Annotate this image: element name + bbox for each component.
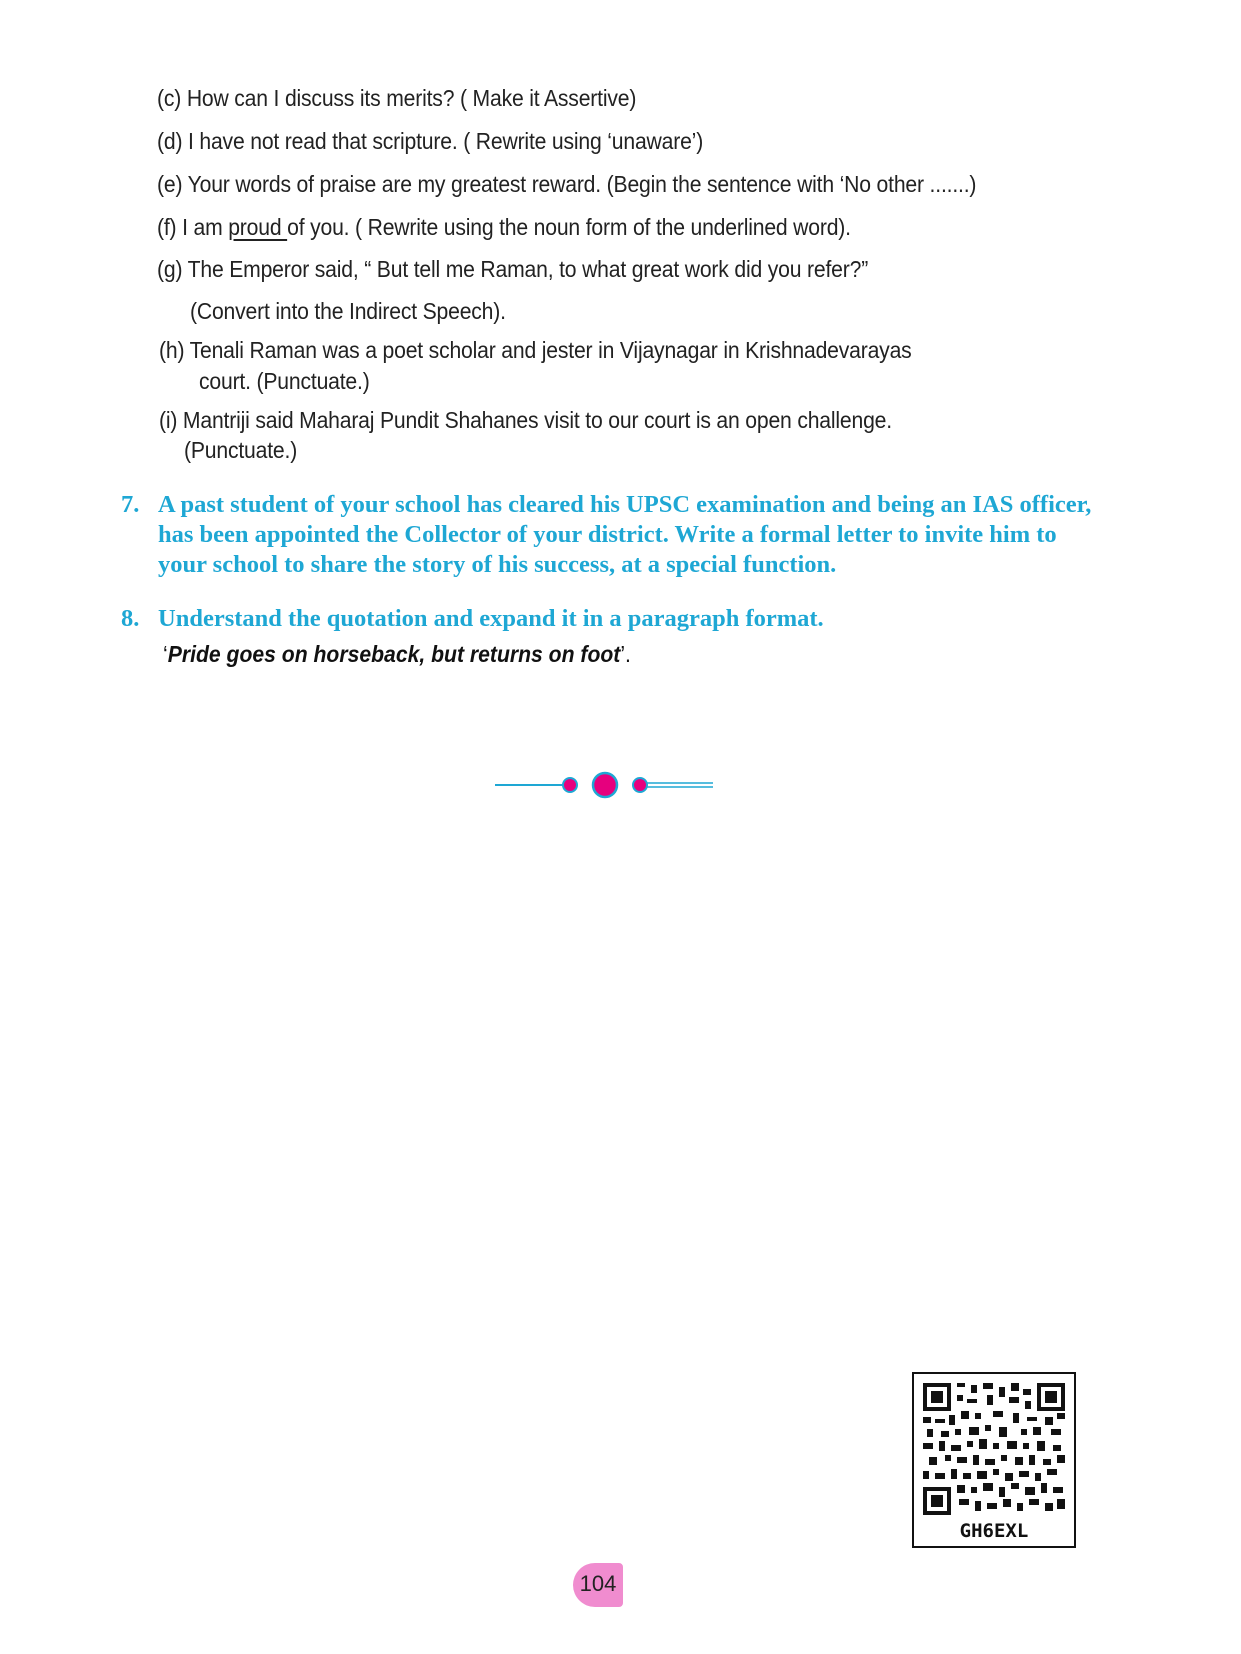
- question-8-text: Understand the quotation and expand it in a paragraph format.: [158, 605, 824, 632]
- quote-close-mark: ’.: [620, 641, 631, 667]
- exercise-item-h: (h) Tenali Raman was a poet scholar and jester in Vijaynagar in Krishnadevarayas: [159, 337, 912, 363]
- underlined-word: proud: [228, 214, 288, 240]
- exercise-item-f: [157, 212, 851, 242]
- exercise-item-g-instruction: (Convert into the Indirect Speech).: [190, 298, 506, 324]
- page-number-badge: [573, 1563, 623, 1607]
- exercise-item-i: (i) Mantriji said Maharaj Pundit Shahanes visit to our court is an open challenge.: [159, 407, 892, 433]
- qr-code[interactable]: [912, 1372, 1076, 1548]
- exercise-item-i-instruction: (Punctuate.): [184, 437, 298, 463]
- decorative-divider: [495, 768, 715, 802]
- exercise-item-f-prefix: (f) I am: [157, 214, 229, 240]
- divider-dot-right: [633, 778, 647, 792]
- page-number: 104: [579, 1571, 617, 1596]
- question-7: [121, 490, 1101, 580]
- qr-code-icon: [923, 1383, 1065, 1515]
- divider-dot-left: [563, 778, 577, 792]
- quotation-text: Pride goes on horseback, but returns on foot: [167, 641, 621, 667]
- exercise-item-d: (d) I have not read that scripture. ( Rewrite using ‘unaware’): [157, 128, 704, 154]
- exercise-item-c: (c) How can I discuss its merits? ( Make it Assertive): [157, 85, 637, 111]
- exercise-item-g: (g) The Emperor said, “ But tell me Raman, to what great work did you refer?”: [157, 256, 869, 282]
- question-8-number: 8.: [121, 605, 140, 632]
- quotation: [163, 641, 631, 668]
- qr-code-label: GH6EXL: [959, 1520, 1029, 1542]
- quote-open-mark: ‘: [163, 641, 168, 667]
- exercise-item-e: (e) Your words of praise are my greatest reward. (Begin the sentence with ‘No other .......): [157, 171, 977, 197]
- question-7-text: A past student of your school has cleared his UPSC examination and being an IAS officer, has been appointed the Collector of your district. Write a formal letter to invite him to your school to share the story of his success, at a special function.: [158, 491, 1092, 578]
- exercise-item-h-instruction: court. (Punctuate.): [199, 368, 370, 394]
- question-7-number: 7.: [121, 491, 140, 518]
- question-8: [121, 604, 1101, 634]
- divider-dot-center: [593, 773, 617, 797]
- exercise-item-f-suffix: of you. ( Rewrite using the noun form of the underlined word).: [287, 214, 851, 240]
